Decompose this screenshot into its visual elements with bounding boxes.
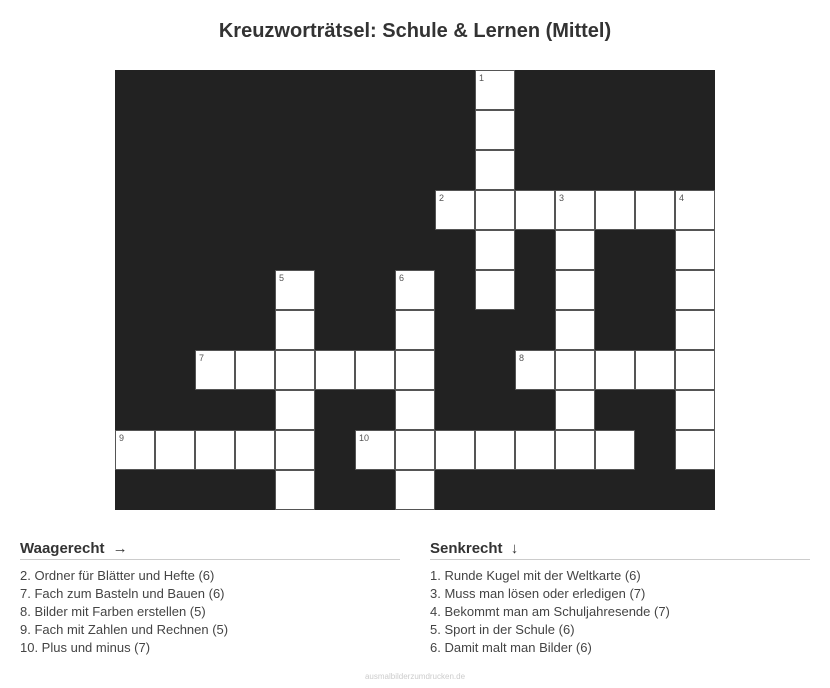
crossword-cell[interactable]: [235, 350, 275, 390]
down-heading: [430, 540, 810, 560]
down-heading-label: Senkrecht: [430, 540, 503, 557]
clue-number: 9: [119, 433, 125, 443]
arrow-right-icon: →: [112, 540, 128, 557]
crossword-cell[interactable]: [195, 430, 235, 470]
clue-item: 1. Runde Kugel mit der Weltkarte (6): [430, 568, 641, 583]
crossword-cell[interactable]: [435, 430, 475, 470]
crossword-cell[interactable]: [275, 350, 315, 390]
down-clue-list: [430, 567, 810, 657]
crossword-cell[interactable]: [475, 230, 515, 270]
crossword-cell[interactable]: [475, 430, 515, 470]
clue-item: 4. Bekommt man am Schuljahresende (7): [430, 604, 670, 619]
clue-item: 5. Sport in der Schule (6): [430, 622, 575, 637]
crossword-cell[interactable]: [555, 390, 595, 430]
crossword-cell[interactable]: [355, 430, 395, 470]
crossword-cell[interactable]: [395, 470, 435, 510]
crossword-cell[interactable]: [355, 350, 395, 390]
crossword-cell[interactable]: [475, 110, 515, 150]
crossword-cell[interactable]: [155, 430, 195, 470]
crossword-cell[interactable]: [675, 350, 715, 390]
crossword-cell[interactable]: [595, 350, 635, 390]
crossword-cell[interactable]: [555, 350, 595, 390]
clue-number: 3: [559, 193, 565, 203]
page-title: Kreuzworträtsel: Schule & Lernen (Mittel): [218, 20, 612, 42]
crossword-cell[interactable]: [395, 350, 435, 390]
crossword-cell[interactable]: [475, 150, 515, 190]
crossword-cell[interactable]: [195, 350, 235, 390]
crossword-cell[interactable]: [315, 350, 355, 390]
across-heading-label: Waagerecht: [20, 540, 105, 557]
crossword-cell[interactable]: [435, 190, 475, 230]
crossword-cell[interactable]: [475, 270, 515, 310]
clue-item: 7. Fach zum Basteln und Bauen (6): [20, 586, 225, 601]
crossword-cell[interactable]: [675, 270, 715, 310]
crossword-cell[interactable]: [595, 430, 635, 470]
crossword-cell[interactable]: [475, 70, 515, 110]
crossword-cell[interactable]: [635, 190, 675, 230]
crossword-cell[interactable]: [675, 190, 715, 230]
crossword-cell[interactable]: [475, 190, 515, 230]
clue-item: 9. Fach mit Zahlen und Rechnen (5): [20, 622, 229, 637]
crossword-cell[interactable]: [275, 430, 315, 470]
clue-number: 1: [479, 73, 485, 83]
crossword-cell[interactable]: [115, 430, 155, 470]
crossword-cell[interactable]: [395, 270, 435, 310]
crossword-cell[interactable]: [515, 430, 555, 470]
crossword-cell[interactable]: [555, 230, 595, 270]
clue-number: 2: [439, 193, 445, 203]
across-clue-list: [20, 567, 400, 657]
crossword-cell[interactable]: [395, 430, 435, 470]
crossword-cell[interactable]: [675, 310, 715, 350]
across-clues: [20, 540, 400, 657]
footer-watermark: ausmalbilderzumdrucken.de: [364, 672, 466, 681]
clue-number: 6: [399, 273, 405, 283]
crossword-cell[interactable]: [555, 310, 595, 350]
clue-number: 10: [359, 433, 370, 443]
crossword-cell[interactable]: [635, 350, 675, 390]
crossword-cell[interactable]: [275, 270, 315, 310]
clue-item: 6. Damit malt man Bilder (6): [430, 640, 592, 655]
crossword-cell[interactable]: [555, 270, 595, 310]
crossword-cell[interactable]: [675, 230, 715, 270]
crossword-cell[interactable]: [395, 390, 435, 430]
clue-number: 8: [519, 353, 525, 363]
crossword-cell[interactable]: [515, 190, 555, 230]
clue-number: 4: [679, 193, 685, 203]
crossword-cell[interactable]: [595, 190, 635, 230]
crossword-grid: [115, 70, 715, 510]
across-heading: [20, 540, 400, 560]
crossword-cell[interactable]: [555, 430, 595, 470]
clue-number: 7: [199, 353, 205, 363]
down-clues: [430, 540, 810, 657]
crossword-cell[interactable]: [395, 310, 435, 350]
clue-number: 5: [279, 273, 285, 283]
crossword-cell[interactable]: [555, 190, 595, 230]
crossword-cell[interactable]: [675, 390, 715, 430]
clue-item: 10. Plus und minus (7): [20, 640, 151, 655]
clue-item: 2. Ordner für Blätter und Hefte (6): [20, 568, 215, 583]
arrow-down-icon: ↓: [510, 540, 519, 557]
crossword-cell[interactable]: [235, 430, 275, 470]
clue-item: 8. Bilder mit Farben erstellen (5): [20, 604, 206, 619]
crossword-cell[interactable]: [275, 310, 315, 350]
crossword-cell[interactable]: [275, 470, 315, 510]
crossword-cell[interactable]: [275, 390, 315, 430]
crossword-cell[interactable]: [515, 350, 555, 390]
clue-item: 3. Muss man lösen oder erledigen (7): [430, 586, 646, 601]
crossword-cell[interactable]: [675, 430, 715, 470]
